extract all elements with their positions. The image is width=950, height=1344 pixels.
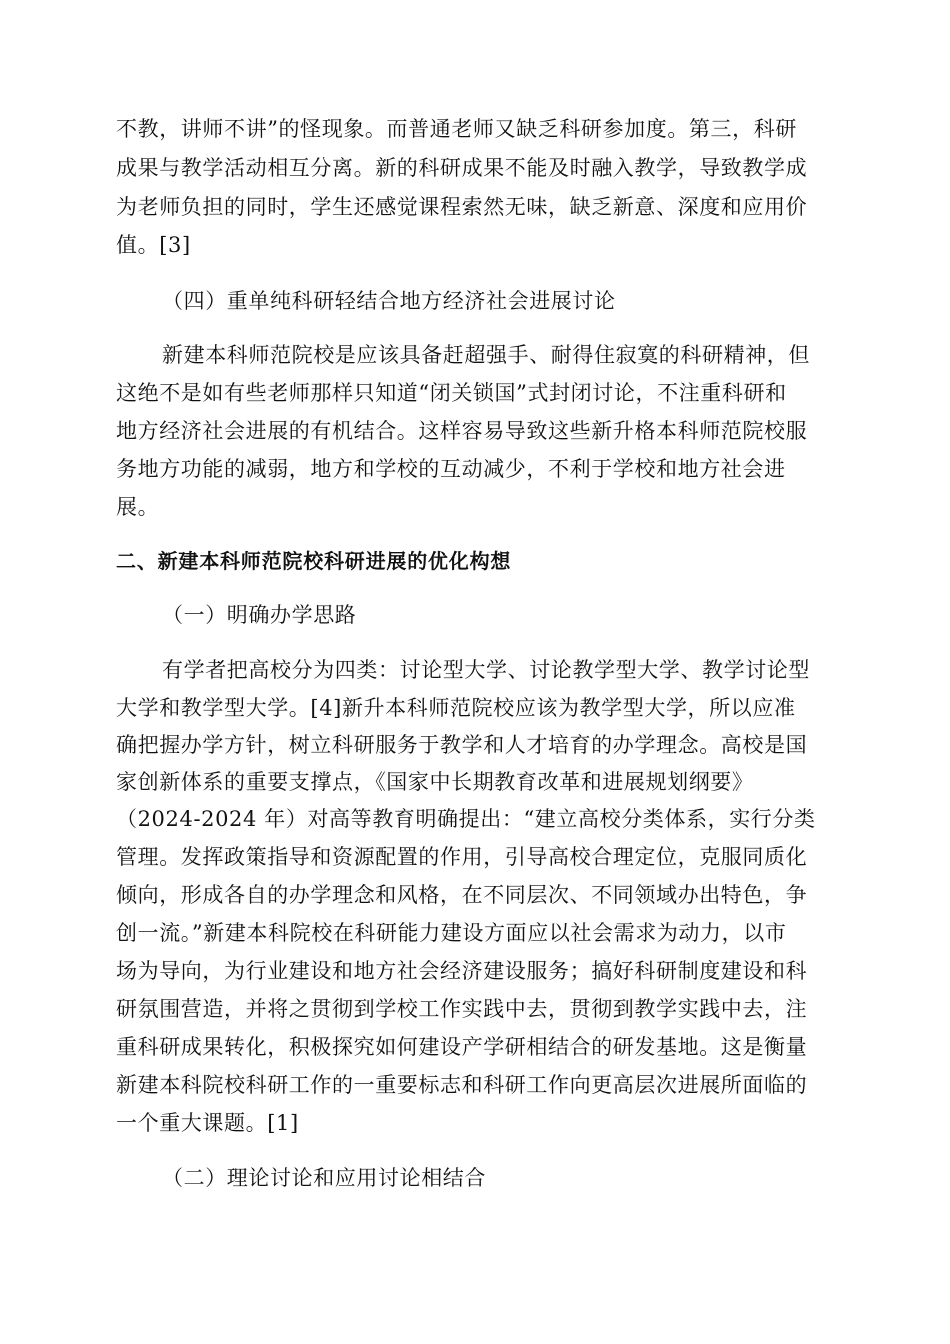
text-line: 研氛围营造，并将之贯彻到学校工作实践中去，贯彻到教学实践中去，注 bbox=[116, 997, 808, 1021]
text-line: 创一流。”新建本科院校在科研能力建设方面应以社会需求为动力，以市 bbox=[116, 921, 787, 945]
text-line: 一个重大课题。[1] bbox=[116, 1111, 299, 1135]
text-line: 这绝不是如有些老师那样只知道“闭关锁国”式封闭讨论，不注重科研和 bbox=[116, 381, 787, 405]
text-line: 不教，讲师不讲”的怪现象。而普通老师又缺乏科研参加度。第三，科研 bbox=[116, 117, 797, 141]
text-line: 大学和教学型大学。[4]新升本科师范院校应该为教学型大学，所以应准 bbox=[116, 696, 796, 720]
subheading-two: （二）理论讨论和应用讨论相结合 bbox=[162, 1166, 486, 1190]
text-line: 新建本科院校科研工作的一重要标志和科研工作向更高层次进展所面临的 bbox=[116, 1073, 808, 1097]
text-line: 新建本科师范院校是应该具备赶超强手、耐得住寂寞的科研精神，但 bbox=[162, 343, 810, 367]
subheading-four: （四）重单纯科研轻结合地方经济社会进展讨论 bbox=[162, 289, 616, 313]
text-line: 重科研成果转化，积极探究如何建设产学研相结合的研发基地。这是衡量 bbox=[116, 1035, 808, 1059]
text-line: 家创新体系的重要支撑点，《国家中长期教育改革和进展规划纲要》 bbox=[116, 770, 754, 794]
text-line: 展。 bbox=[116, 495, 160, 519]
text-line: 场为导向，为行业建设和地方社会经济建设服务；搞好科研制度建设和科 bbox=[116, 959, 808, 983]
text-line: 有学者把高校分为四类：讨论型大学、讨论教学型大学、教学讨论型 bbox=[162, 658, 810, 682]
text-line: 倾向，形成各自的办学理念和风格，在不同层次、不同领域办出特色，争 bbox=[116, 883, 808, 907]
text-line: 管理。发挥政策指导和资源配置的作用，引导高校合理定位，克服同质化 bbox=[116, 845, 808, 869]
text-line: 为老师负担的同时，学生还感觉课程索然无味，缺乏新意、深度和应用价 bbox=[116, 195, 808, 219]
subheading-one: （一）明确办学思路 bbox=[162, 603, 357, 627]
text-line: 成果与教学活动相互分离。新的科研成果不能及时融入教学，导致教学成 bbox=[116, 156, 808, 180]
text-line: 值。[3] bbox=[116, 233, 191, 257]
text-line: （2024-2024 年）对高等教育明确提出：“建立高校分类体系，实行分类 bbox=[116, 807, 816, 831]
section-heading: 二、新建本科师范院校科研进展的优化构想 bbox=[116, 549, 512, 573]
text-line: 地方经济社会进展的有机结合。这样容易导致这些新升格本科师范院校服 bbox=[116, 419, 808, 443]
text-line: 务地方功能的减弱，地方和学校的互动减少，不利于学校和地方社会进 bbox=[116, 457, 786, 481]
text-line: 确把握办学方针，树立科研服务于教学和人才培育的办学理念。高校是国 bbox=[116, 733, 808, 757]
